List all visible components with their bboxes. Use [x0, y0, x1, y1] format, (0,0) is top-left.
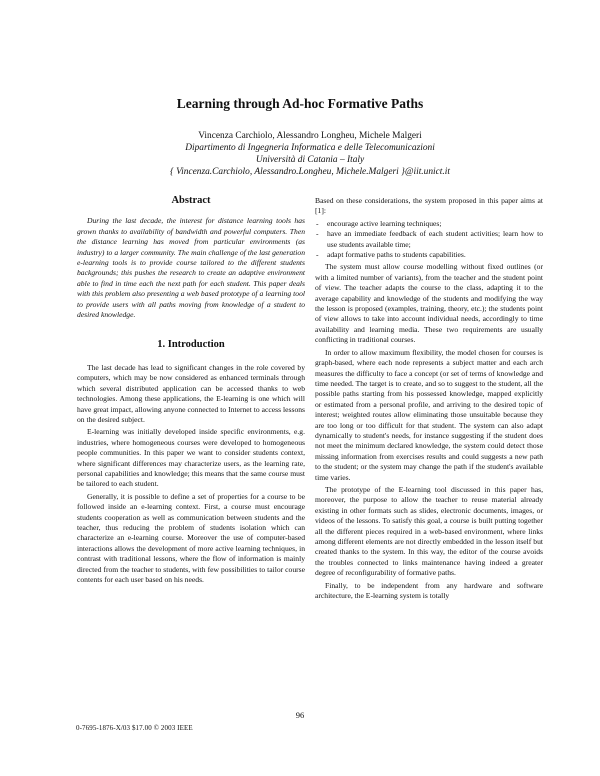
body-paragraph-1: The system must allow course modelling without fixed outlines (or with a limited number of variants), from the teacher and the student point of view. The teacher adapts the course to the class, adapting it to the average capability and knowledge of the students and modifying the way the lesson is proposed (examples, training, theory, etc.); the students point of view allows to take into account individual needs, accordingly to time availability and learning media. These two requirements are usually conflicting in traditional courses. [315, 262, 543, 345]
author-names: Vincenza Carchiolo, Alessandro Longheu, Michele Malgeri [198, 131, 422, 141]
list-item: - have an immediate feedback of each student activities; learn how to use students available time; [327, 229, 543, 250]
list-item: - encourage active learning techniques; [327, 219, 543, 229]
author-emails: { Vincenza.Carchiolo, Alessandro.Longheu, Michele.Malgeri }@iit.unict.it [170, 167, 450, 177]
paper-title: Learning through Ad-hoc Formative Paths [176, 96, 424, 111]
list-item: - adapt formative paths to students capabilities. [327, 250, 543, 260]
right-column [315, 196, 543, 603]
aims-lead: Based on these considerations, the system proposed in this paper aims at [1]: [315, 196, 543, 216]
department: Dipartimento di Ingegneria Informatica e delle Telecomunicazioni [185, 143, 435, 153]
page-number: 96 [295, 710, 305, 720]
abstract-heading: Abstract [171, 195, 211, 206]
aims-list [315, 219, 543, 261]
intro-paragraph-3: Generally, it is possible to define a set of properties for a course to be followed inside an e-learning context. First, a course must encourage students cooperation as well as communication between students and the teacher, thus reducing the problem of students isolation which can characterize an e-learning course. Moreover the use of computer-based interactions allows the development of more active learning techniques, in contrast with traditional lessons, where the flow of information is mainly directed from the teacher to students, with few possibilities to tailor course contents for each user based on his needs. [77, 491, 305, 584]
university: Università di Catania – Italy [255, 155, 365, 165]
body-paragraph-3: The prototype of the E-learning tool discussed in this paper has, moreover, the purpose to allow the teacher to reuse material already existing in other formats such as slides, electronic documents, images, or videos of the lessons. To satisfy this goal, a course is built putting together all the different pieces required in a web-based environment, where links among different elements are not directly embedded in the lesson itself but created thanks to the system. In this way, the editor of the course avoids the troubles connected to links maintenance having indeed a greater degree of reconfigurability of formative paths. [315, 484, 543, 578]
body-paragraph-4: Finally, to be independent from any hardware and software architecture, the E-learning system is totally [315, 580, 543, 601]
intro-paragraph-2: E-learning was initially developed inside specific environments, e.g. industries, where homogeneous courses were developed to homogeneous people communities. In this paper we want to consider students context, where significant differences may characterize users, as the learning rate, personal capabilities and knowledge; this means that the same course must be tailored to each student. [77, 427, 305, 489]
intro-paragraph-1: The last decade has lead to significant changes in the role covered by computers, which may be now considered as enhanced terminals through which several distributed application can be accessed thanks to web technologies. Among these applications, the E-learning is one which will have great impact, allowing anyone connected to Internet to access lessons on the desired subject. [77, 362, 305, 424]
abstract-text: During the last decade, the interest for distance learning tools has grown thanks to availability of bandwidth and powerful computers. Then the distance learning has moved from particular environments (as industry) to a larger community. The main challenge of the last generation e-learning tools is to provide course tailored to the different students backgrounds; this pushes the research to create an adaptive environment able to find in time each the next path for each student. This paper deals with this problem also presenting a web based prototype of a learning tool to provide users with all paths moving from knowledge of a student to desired knowledge. [77, 216, 305, 320]
copyright-footer: 0-7695-1876-X/03 $17.00 © 2003 IEEE [76, 724, 193, 732]
left-column [77, 196, 305, 587]
introduction-heading: 1. Introduction [157, 339, 225, 351]
author-block [140, 130, 480, 178]
body-paragraph-2: In order to allow maximum flexibility, the model chosen for courses is graph-based, where each node represents a subject matter and each arch measures the difficulty to face a concept (or set of terms of knowledge and time needed. The target is to create, and so to suggest to the student, all the possible paths starting from his possessed knowledge, mapped explicitly or estimated from a personal profile, and arriving to the desired topic of interest; weighted routes allow eliminating those unsuitable because they are too long or too difficult for that student. The system can also adapt dynamically to student's needs, for instance suggesting if the student does not meet the minimum declared knowledge, the system could detect those missing information from exercises results and could suggests a new path to the student; or the system may change the path if the student's available time varies. [315, 347, 543, 482]
